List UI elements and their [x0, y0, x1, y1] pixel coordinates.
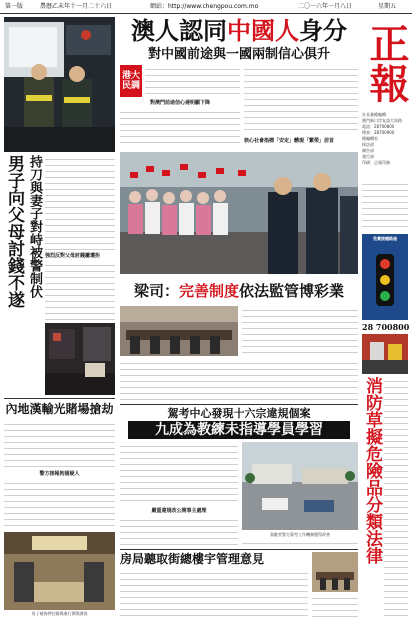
bottom-rule — [120, 549, 358, 550]
weekday: 星期五 — [378, 3, 397, 10]
right-column-text — [384, 377, 408, 617]
left-bottom-subtitle: 警方接報拘捕疑人 — [39, 471, 80, 477]
liang-text-2 — [120, 359, 358, 401]
traffic-light-image — [362, 250, 408, 318]
left-article-text-2 — [45, 261, 115, 321]
meeting-room-image — [312, 552, 358, 592]
masthead-title: 正報 — [363, 23, 410, 103]
meta-line-4: 總編輯室 — [362, 136, 378, 141]
meta-line-6: 廣告部 — [362, 148, 374, 153]
meta-line-8: 印刷：正報印務 — [362, 160, 390, 165]
right-ad-box — [362, 234, 408, 320]
school-text-2 — [120, 516, 238, 546]
liang-headline — [120, 282, 358, 300]
test-centre-photo — [242, 442, 358, 530]
school-rule — [120, 404, 358, 405]
top-headline — [120, 17, 358, 45]
top-story-badge — [120, 65, 142, 97]
delegation-scene-image — [120, 152, 358, 274]
top-story-text-3 — [244, 65, 358, 135]
school-text-1 — [120, 442, 238, 506]
school-text-3 — [242, 539, 358, 547]
liang-text-1 — [242, 306, 358, 356]
top-headline-post: 身分 — [299, 16, 347, 45]
top-story-text-2 — [120, 108, 240, 148]
right-info-text — [362, 180, 408, 232]
meta-line-1: 澳門新口岸友誼大馬路 — [362, 118, 402, 123]
bottom-text — [120, 569, 308, 619]
top-story-sub-caption: 對澳門前途信心達明顯下降 — [149, 100, 210, 106]
right-vertical-headline: 消防草擬危險品分類法律 — [362, 377, 382, 564]
left-bottom-headline: 內地漢輸光賭場搶劫 — [5, 402, 114, 416]
masthead-meta — [362, 112, 408, 178]
liang-headline-highlight: 完善制度 — [178, 282, 239, 300]
meeting-room-photo — [312, 552, 358, 592]
test-centre-caption: 駕駛者警方駕考工作機制獲得改善 — [270, 532, 330, 537]
bottom-text-2 — [312, 594, 358, 619]
test-centre-scene-image — [242, 442, 358, 530]
meeting-photo — [120, 306, 238, 356]
left-vertical-headline: 男子向父母討錢不遂 — [4, 155, 24, 308]
meta-line-0: 社長兼總編輯 — [362, 112, 386, 117]
top-story-footnote: 核心社會指標「安定」體現「繁榮」居首 — [244, 138, 335, 144]
lunar-date: 農曆乙未年十一月二十六日 — [40, 3, 113, 10]
left-story-title: 強烈反對父母討錢屢遭拒 — [45, 253, 101, 259]
left-bottom-rule — [4, 398, 115, 399]
top-story-text-1 — [145, 65, 240, 97]
delegation-photo — [120, 152, 358, 274]
fire-scene-image — [362, 334, 408, 374]
school-headline-box — [128, 421, 350, 439]
header-bar — [0, 0, 412, 14]
ambulance-photo — [4, 17, 115, 152]
street-scene-image — [45, 323, 115, 395]
right-ad-subtitle: 免費接種路過 — [373, 236, 397, 241]
meta-line-5: 採訪部 — [362, 142, 374, 147]
left-bottom-text-1 — [4, 420, 115, 468]
site-url[interactable]: http://www.chengpou.com.mo — [168, 3, 259, 10]
top-story-badge-label: 港大民調 — [121, 71, 140, 91]
street-photo — [45, 323, 115, 395]
fire-photo — [362, 334, 408, 374]
top-subheadline: 對中國前途與一國兩制信心俱升 — [147, 47, 330, 62]
casino-scene-image — [4, 532, 115, 610]
casino-photo — [4, 532, 115, 610]
bottom-headline: 房局聽取街總樓宇管理意見 — [120, 552, 265, 566]
left-vertical-subheadline: 持刀與妻子對峙被警制伏 — [27, 155, 42, 298]
issue-date: 二〇一六年一月八日 — [298, 3, 353, 10]
school-kicker: 駕考中心發現十六宗違規個案 — [167, 407, 311, 420]
meeting-scene-image — [120, 306, 238, 356]
meta-line-3: 傳真：28700900 — [362, 130, 395, 135]
site-label: 網站： — [150, 3, 169, 10]
meta-line-7: 發行部 — [362, 154, 374, 159]
meta-line-2: 電話：28700800 — [362, 124, 395, 129]
ambulance-scene-image — [4, 17, 115, 152]
edition-label: 第一版 — [5, 3, 24, 10]
school-subheadline: 嚴重違規改公開事主處理 — [151, 508, 207, 514]
left-bottom-text-2 — [4, 479, 115, 529]
school-headline: 九成為教練未指導學員學習 — [155, 421, 323, 438]
left-article-text-1 — [45, 155, 115, 250]
liang-headline-post: 依法監管博彩業 — [239, 282, 345, 300]
top-headline-highlight: 中國人 — [227, 16, 299, 45]
right-ad-phone: 28 700800 — [362, 322, 410, 332]
top-headline-pre: 澳人認同 — [131, 16, 227, 45]
liang-headline-pre: 梁司： — [133, 282, 179, 300]
casino-photo-caption: 男子被拘押往賭場進行實際調查 — [31, 611, 88, 616]
